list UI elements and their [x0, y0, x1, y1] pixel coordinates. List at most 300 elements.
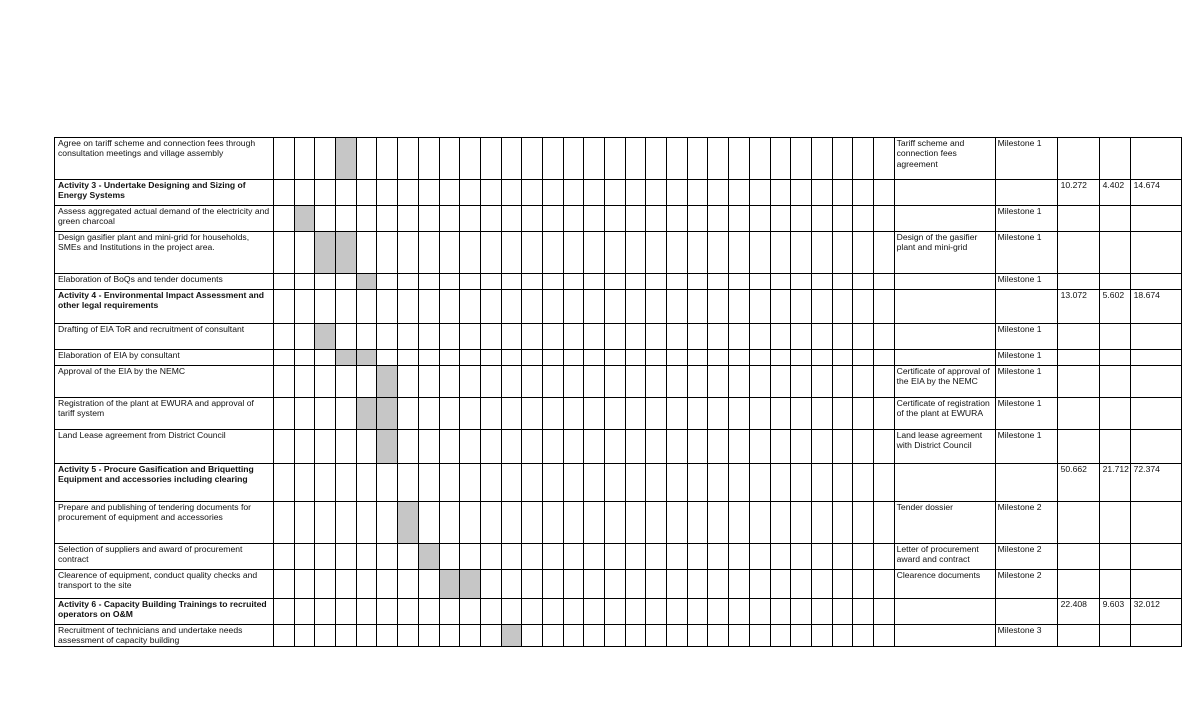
task-description: Elaboration of EIA by consultant	[55, 350, 274, 366]
gantt-empty-cell	[356, 324, 377, 350]
gantt-empty-cell	[480, 464, 501, 502]
gantt-empty-cell	[646, 599, 667, 625]
gantt-empty-cell	[605, 464, 626, 502]
gantt-empty-cell	[667, 430, 688, 464]
gantt-empty-cell	[418, 502, 439, 544]
gantt-empty-cell	[811, 206, 832, 232]
task-row	[55, 274, 1182, 290]
gantt-empty-cell	[522, 138, 543, 180]
gantt-empty-cell	[439, 232, 460, 274]
gantt-empty-cell	[315, 180, 336, 206]
budget-empty-cell	[1099, 398, 1130, 430]
gantt-empty-cell	[687, 180, 708, 206]
gantt-empty-cell	[522, 570, 543, 599]
gantt-empty-cell	[853, 206, 874, 232]
gantt-empty-cell	[791, 625, 812, 647]
gantt-empty-cell	[873, 625, 894, 647]
gantt-empty-cell	[667, 398, 688, 430]
gantt-empty-cell	[356, 180, 377, 206]
budget-empty-cell	[1057, 570, 1099, 599]
gantt-empty-cell	[274, 502, 295, 544]
gantt-empty-cell	[873, 464, 894, 502]
gantt-empty-cell	[460, 625, 481, 647]
gantt-empty-cell	[646, 570, 667, 599]
gantt-empty-cell	[522, 366, 543, 398]
gantt-empty-cell	[853, 544, 874, 570]
gantt-empty-cell	[625, 625, 646, 647]
gantt-empty-cell	[749, 274, 770, 290]
gantt-empty-cell	[729, 180, 750, 206]
gantt-empty-cell	[294, 232, 315, 274]
activity-row	[55, 290, 1182, 324]
gantt-empty-cell	[501, 350, 522, 366]
gantt-empty-cell	[832, 625, 853, 647]
gantt-empty-cell	[480, 324, 501, 350]
budget-value: 10.272	[1057, 180, 1099, 206]
gantt-bar-cell	[377, 366, 398, 398]
gantt-empty-cell	[480, 350, 501, 366]
gantt-empty-cell	[770, 206, 791, 232]
gantt-empty-cell	[501, 366, 522, 398]
gantt-empty-cell	[853, 464, 874, 502]
milestone-cell: Milestone 1	[995, 274, 1057, 290]
gantt-empty-cell	[398, 180, 419, 206]
gantt-empty-cell	[542, 206, 563, 232]
gantt-empty-cell	[791, 430, 812, 464]
budget-empty-cell	[1130, 138, 1181, 180]
gantt-empty-cell	[687, 570, 708, 599]
gantt-empty-cell	[687, 274, 708, 290]
gantt-empty-cell	[522, 599, 543, 625]
gantt-empty-cell	[646, 544, 667, 570]
task-row	[55, 570, 1182, 599]
task-description: Approval of the EIA by the NEMC	[55, 366, 274, 398]
gantt-empty-cell	[873, 324, 894, 350]
gantt-empty-cell	[460, 398, 481, 430]
gantt-empty-cell	[356, 599, 377, 625]
milestone-cell	[995, 464, 1057, 502]
gantt-empty-cell	[584, 350, 605, 366]
gantt-empty-cell	[853, 324, 874, 350]
gantt-empty-cell	[811, 430, 832, 464]
gantt-empty-cell	[873, 350, 894, 366]
gantt-empty-cell	[294, 430, 315, 464]
gantt-empty-cell	[832, 350, 853, 366]
gantt-empty-cell	[832, 180, 853, 206]
work-plan-table	[54, 137, 1182, 647]
gantt-empty-cell	[460, 290, 481, 324]
gantt-empty-cell	[522, 180, 543, 206]
gantt-empty-cell	[418, 570, 439, 599]
gantt-empty-cell	[811, 138, 832, 180]
gantt-empty-cell	[646, 464, 667, 502]
gantt-empty-cell	[646, 232, 667, 274]
gantt-empty-cell	[811, 180, 832, 206]
gantt-empty-cell	[791, 290, 812, 324]
gantt-empty-cell	[625, 138, 646, 180]
gantt-empty-cell	[439, 625, 460, 647]
gantt-empty-cell	[460, 544, 481, 570]
gantt-empty-cell	[687, 430, 708, 464]
gantt-empty-cell	[294, 324, 315, 350]
milestone-cell: Milestone 1	[995, 350, 1057, 366]
gantt-empty-cell	[418, 206, 439, 232]
gantt-empty-cell	[832, 599, 853, 625]
gantt-empty-cell	[667, 138, 688, 180]
budget-empty-cell	[1099, 625, 1130, 647]
gantt-empty-cell	[749, 366, 770, 398]
gantt-empty-cell	[708, 625, 729, 647]
gantt-empty-cell	[336, 544, 357, 570]
gantt-empty-cell	[791, 274, 812, 290]
gantt-empty-cell	[460, 502, 481, 544]
gantt-empty-cell	[625, 398, 646, 430]
deliverable-cell: Certificate of registration of the plant at EWURA	[894, 398, 995, 430]
gantt-empty-cell	[377, 599, 398, 625]
gantt-empty-cell	[749, 430, 770, 464]
budget-empty-cell	[1099, 570, 1130, 599]
gantt-empty-cell	[832, 138, 853, 180]
budget-empty-cell	[1099, 206, 1130, 232]
gantt-empty-cell	[377, 544, 398, 570]
gantt-empty-cell	[418, 324, 439, 350]
gantt-empty-cell	[667, 625, 688, 647]
gantt-empty-cell	[687, 544, 708, 570]
gantt-empty-cell	[501, 232, 522, 274]
gantt-empty-cell	[729, 544, 750, 570]
gantt-empty-cell	[853, 366, 874, 398]
gantt-empty-cell	[377, 350, 398, 366]
milestone-cell	[995, 180, 1057, 206]
gantt-bar-cell	[418, 544, 439, 570]
gantt-empty-cell	[294, 274, 315, 290]
gantt-empty-cell	[418, 599, 439, 625]
gantt-empty-cell	[811, 290, 832, 324]
gantt-empty-cell	[873, 570, 894, 599]
gantt-empty-cell	[274, 366, 295, 398]
task-description: Assess aggregated actual demand of the electricity and green charcoal	[55, 206, 274, 232]
deliverable-cell	[894, 350, 995, 366]
gantt-empty-cell	[377, 274, 398, 290]
gantt-empty-cell	[460, 366, 481, 398]
gantt-empty-cell	[418, 274, 439, 290]
budget-empty-cell	[1057, 324, 1099, 350]
budget-empty-cell	[1130, 366, 1181, 398]
gantt-empty-cell	[729, 625, 750, 647]
gantt-empty-cell	[584, 366, 605, 398]
gantt-empty-cell	[563, 232, 584, 274]
gantt-empty-cell	[439, 398, 460, 430]
gantt-empty-cell	[873, 502, 894, 544]
gantt-empty-cell	[811, 324, 832, 350]
gantt-empty-cell	[563, 138, 584, 180]
gantt-empty-cell	[667, 599, 688, 625]
gantt-empty-cell	[542, 544, 563, 570]
milestone-cell: Milestone 3	[995, 625, 1057, 647]
gantt-empty-cell	[274, 232, 295, 274]
gantt-empty-cell	[749, 350, 770, 366]
milestone-cell: Milestone 1	[995, 324, 1057, 350]
gantt-empty-cell	[729, 430, 750, 464]
gantt-empty-cell	[460, 232, 481, 274]
task-row	[55, 502, 1182, 544]
gantt-empty-cell	[667, 290, 688, 324]
gantt-empty-cell	[480, 544, 501, 570]
gantt-empty-cell	[336, 570, 357, 599]
gantt-empty-cell	[853, 232, 874, 274]
deliverable-cell: Certificate of approval of the EIA by the NEMC	[894, 366, 995, 398]
gantt-empty-cell	[625, 350, 646, 366]
gantt-empty-cell	[315, 430, 336, 464]
gantt-empty-cell	[398, 350, 419, 366]
deliverable-cell: Design of the gasifier plant and mini-grid	[894, 232, 995, 274]
gantt-empty-cell	[832, 274, 853, 290]
gantt-empty-cell	[646, 430, 667, 464]
gantt-empty-cell	[563, 502, 584, 544]
gantt-empty-cell	[439, 274, 460, 290]
deliverable-cell: Tender dossier	[894, 502, 995, 544]
activity-title: Activity 5 - Procure Gasification and Briquetting Equipment and accessories including clearing	[55, 464, 274, 502]
gantt-empty-cell	[563, 544, 584, 570]
gantt-empty-cell	[605, 502, 626, 544]
gantt-empty-cell	[853, 350, 874, 366]
budget-empty-cell	[1099, 430, 1130, 464]
milestone-cell: Milestone 1	[995, 398, 1057, 430]
gantt-empty-cell	[873, 206, 894, 232]
gantt-empty-cell	[336, 398, 357, 430]
gantt-empty-cell	[770, 180, 791, 206]
budget-empty-cell	[1130, 398, 1181, 430]
gantt-empty-cell	[398, 206, 419, 232]
gantt-empty-cell	[646, 502, 667, 544]
gantt-empty-cell	[398, 570, 419, 599]
gantt-empty-cell	[439, 290, 460, 324]
gantt-empty-cell	[398, 138, 419, 180]
gantt-empty-cell	[418, 464, 439, 502]
gantt-empty-cell	[811, 274, 832, 290]
gantt-empty-cell	[522, 350, 543, 366]
gantt-empty-cell	[667, 324, 688, 350]
deliverable-cell	[894, 599, 995, 625]
gantt-empty-cell	[336, 430, 357, 464]
gantt-empty-cell	[542, 502, 563, 544]
gantt-empty-cell	[605, 180, 626, 206]
gantt-empty-cell	[542, 180, 563, 206]
task-description: Registration of the plant at EWURA and approval of tariff system	[55, 398, 274, 430]
gantt-empty-cell	[853, 625, 874, 647]
gantt-empty-cell	[356, 570, 377, 599]
gantt-empty-cell	[480, 180, 501, 206]
gantt-bar-cell	[356, 274, 377, 290]
gantt-empty-cell	[460, 464, 481, 502]
deliverable-cell: Land lease agreement with District Council	[894, 430, 995, 464]
budget-empty-cell	[1099, 138, 1130, 180]
gantt-empty-cell	[873, 366, 894, 398]
gantt-empty-cell	[439, 366, 460, 398]
budget-empty-cell	[1057, 274, 1099, 290]
gantt-empty-cell	[377, 464, 398, 502]
gantt-empty-cell	[294, 138, 315, 180]
gantt-empty-cell	[667, 274, 688, 290]
gantt-bar-cell	[294, 206, 315, 232]
budget-empty-cell	[1099, 502, 1130, 544]
task-description: Elaboration of BoQs and tender documents	[55, 274, 274, 290]
gantt-empty-cell	[563, 599, 584, 625]
task-row	[55, 232, 1182, 274]
gantt-empty-cell	[749, 625, 770, 647]
gantt-empty-cell	[687, 502, 708, 544]
gantt-empty-cell	[687, 290, 708, 324]
gantt-empty-cell	[356, 502, 377, 544]
gantt-empty-cell	[439, 464, 460, 502]
gantt-empty-cell	[667, 350, 688, 366]
gantt-empty-cell	[646, 350, 667, 366]
gantt-empty-cell	[873, 398, 894, 430]
gantt-empty-cell	[749, 502, 770, 544]
gantt-empty-cell	[873, 599, 894, 625]
gantt-empty-cell	[336, 274, 357, 290]
gantt-empty-cell	[439, 324, 460, 350]
gantt-empty-cell	[687, 366, 708, 398]
gantt-empty-cell	[501, 502, 522, 544]
budget-value: 18.674	[1130, 290, 1181, 324]
gantt-empty-cell	[274, 599, 295, 625]
budget-empty-cell	[1130, 324, 1181, 350]
gantt-empty-cell	[274, 625, 295, 647]
budget-value: 13.072	[1057, 290, 1099, 324]
gantt-bar-cell	[356, 398, 377, 430]
gantt-empty-cell	[708, 180, 729, 206]
gantt-empty-cell	[356, 366, 377, 398]
milestone-cell: Milestone 2	[995, 544, 1057, 570]
gantt-empty-cell	[294, 366, 315, 398]
gantt-empty-cell	[832, 570, 853, 599]
gantt-empty-cell	[522, 502, 543, 544]
gantt-empty-cell	[749, 464, 770, 502]
gantt-empty-cell	[832, 398, 853, 430]
gantt-bar-cell	[356, 350, 377, 366]
gantt-empty-cell	[770, 138, 791, 180]
gantt-empty-cell	[563, 206, 584, 232]
gantt-empty-cell	[294, 464, 315, 502]
budget-value: 32.012	[1130, 599, 1181, 625]
task-row	[55, 324, 1182, 350]
gantt-empty-cell	[605, 232, 626, 274]
gantt-empty-cell	[274, 464, 295, 502]
milestone-cell: Milestone 1	[995, 430, 1057, 464]
gantt-empty-cell	[605, 366, 626, 398]
gantt-bar-cell	[460, 570, 481, 599]
gantt-empty-cell	[315, 464, 336, 502]
gantt-empty-cell	[770, 324, 791, 350]
gantt-empty-cell	[605, 599, 626, 625]
budget-empty-cell	[1099, 232, 1130, 274]
gantt-empty-cell	[501, 290, 522, 324]
gantt-empty-cell	[729, 366, 750, 398]
gantt-empty-cell	[811, 464, 832, 502]
gantt-empty-cell	[708, 274, 729, 290]
gantt-empty-cell	[729, 138, 750, 180]
gantt-empty-cell	[770, 464, 791, 502]
gantt-empty-cell	[853, 430, 874, 464]
gantt-bar-cell	[501, 625, 522, 647]
gantt-empty-cell	[439, 138, 460, 180]
gantt-empty-cell	[563, 570, 584, 599]
gantt-empty-cell	[315, 398, 336, 430]
milestone-cell	[995, 599, 1057, 625]
gantt-empty-cell	[315, 599, 336, 625]
gantt-empty-cell	[667, 232, 688, 274]
gantt-empty-cell	[480, 430, 501, 464]
gantt-empty-cell	[667, 570, 688, 599]
gantt-empty-cell	[418, 232, 439, 274]
gantt-empty-cell	[356, 544, 377, 570]
budget-empty-cell	[1099, 366, 1130, 398]
gantt-empty-cell	[377, 502, 398, 544]
gantt-empty-cell	[418, 625, 439, 647]
gantt-empty-cell	[480, 290, 501, 324]
gantt-empty-cell	[480, 502, 501, 544]
gantt-empty-cell	[708, 502, 729, 544]
gantt-empty-cell	[584, 274, 605, 290]
gantt-empty-cell	[832, 366, 853, 398]
gantt-empty-cell	[605, 430, 626, 464]
gantt-empty-cell	[460, 324, 481, 350]
gantt-empty-cell	[770, 366, 791, 398]
budget-empty-cell	[1130, 274, 1181, 290]
gantt-empty-cell	[791, 180, 812, 206]
gantt-empty-cell	[542, 274, 563, 290]
gantt-empty-cell	[522, 398, 543, 430]
gantt-empty-cell	[832, 544, 853, 570]
gantt-empty-cell	[853, 502, 874, 544]
gantt-empty-cell	[584, 599, 605, 625]
gantt-empty-cell	[480, 232, 501, 274]
gantt-empty-cell	[646, 625, 667, 647]
gantt-empty-cell	[336, 324, 357, 350]
budget-value: 72.374	[1130, 464, 1181, 502]
gantt-empty-cell	[542, 232, 563, 274]
budget-empty-cell	[1130, 350, 1181, 366]
gantt-empty-cell	[811, 502, 832, 544]
gantt-empty-cell	[584, 502, 605, 544]
work-plan-rows	[55, 138, 1182, 647]
gantt-empty-cell	[315, 570, 336, 599]
gantt-empty-cell	[274, 544, 295, 570]
activity-title: Activity 6 - Capacity Building Trainings to recruited operators on O&M	[55, 599, 274, 625]
gantt-empty-cell	[460, 206, 481, 232]
gantt-empty-cell	[811, 232, 832, 274]
gantt-empty-cell	[274, 180, 295, 206]
gantt-empty-cell	[873, 180, 894, 206]
gantt-empty-cell	[584, 464, 605, 502]
gantt-empty-cell	[646, 180, 667, 206]
budget-empty-cell	[1057, 350, 1099, 366]
gantt-empty-cell	[522, 544, 543, 570]
deliverable-cell: Clearence documents	[894, 570, 995, 599]
gantt-empty-cell	[584, 180, 605, 206]
gantt-empty-cell	[294, 599, 315, 625]
gantt-empty-cell	[770, 290, 791, 324]
gantt-empty-cell	[274, 430, 295, 464]
gantt-empty-cell	[729, 599, 750, 625]
gantt-empty-cell	[315, 366, 336, 398]
gantt-empty-cell	[667, 366, 688, 398]
gantt-empty-cell	[398, 290, 419, 324]
gantt-empty-cell	[418, 350, 439, 366]
gantt-empty-cell	[832, 430, 853, 464]
gantt-empty-cell	[625, 324, 646, 350]
